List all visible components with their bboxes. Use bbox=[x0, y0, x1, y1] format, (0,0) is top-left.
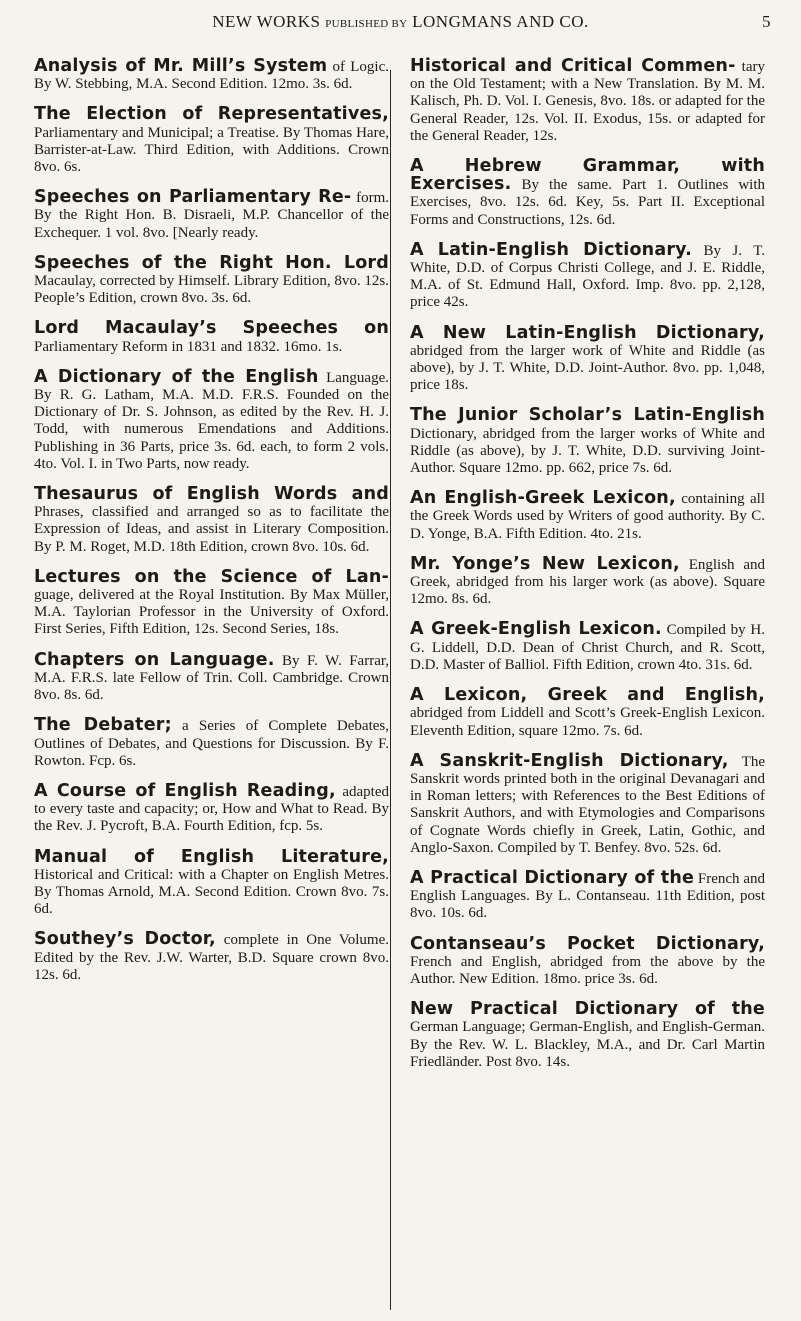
book-title: The Election of Representatives, bbox=[34, 104, 389, 125]
book-entry bbox=[34, 366, 389, 473]
book-entry bbox=[34, 566, 389, 639]
book-title: Manual of English Literature, bbox=[34, 846, 389, 867]
book-title: A Dictionary of the English bbox=[34, 366, 319, 387]
running-header bbox=[30, 12, 771, 38]
header-part3: LONGMANS AND CO. bbox=[412, 12, 589, 31]
header-part2: PUBLISHED BY bbox=[325, 18, 408, 30]
book-description: Language. By R. G. Latham, M.A. M.D. F.R.S. Founded on the Dictionary of Dr. S. Johnson, as edited by the Rev. H. J. Todd, with numerous Emendations and Additions. Publishing in 36 Parts, price 3s. 6d. each, to form 2 vols. 4to. Vol. I. in Two Parts, now ready. bbox=[34, 369, 389, 472]
book-title: A Hebrew Grammar, with Exercises. bbox=[410, 156, 765, 195]
book-entry bbox=[410, 158, 765, 229]
book-description: Phrases, classified and arranged so as to facilitate the Expression of Ideas, and assist in Literary Composition. By P. M. Roget, M.D. 18th Edition, crown 8vo. 10s. 6d. bbox=[34, 504, 389, 555]
book-title: A Greek-English Lexicon. bbox=[410, 619, 662, 640]
book-entry bbox=[410, 621, 765, 674]
book-description: guage, delivered at the Royal Institution. By Max Müller, M.A. Taylorian Professor in the University of Oxford. First Series, Fifth Edition, 12s. Second Series, 18s. bbox=[34, 587, 389, 638]
book-entry bbox=[410, 58, 765, 145]
page-number: 5 bbox=[762, 12, 771, 31]
book-entry bbox=[34, 189, 389, 242]
book-description: Historical and Critical: with a Chapter on English Metres. By Thomas Arnold, M.A. Second Edition. Crown 8vo. 7s. 6d. bbox=[34, 866, 389, 918]
book-description: English and Greek, abridged from his larger work (as above). Square 12mo. 8s. 6d. bbox=[410, 556, 765, 608]
book-title: A Practical Dictionary of the bbox=[410, 867, 695, 888]
book-description: containing all the Greek Words used by Writers of good authority. By C. D. Yonge, B.A. Fifth Edition. 4to. 21s. bbox=[410, 491, 765, 542]
book-entry bbox=[410, 687, 765, 740]
book-entry bbox=[34, 717, 389, 770]
book-title: Analysis of Mr. Mill’s System bbox=[34, 56, 328, 76]
book-title: A Sanskrit-English Dictionary, bbox=[410, 750, 729, 771]
book-title: Mr. Yonge’s New Lexicon, bbox=[410, 553, 680, 574]
book-entry bbox=[34, 252, 389, 308]
book-description: By J. T. White, D.D. of Corpus Christi College, and J. E. Riddle, M.A. of St. Edmund Hall, Oxford. Imp. 8vo. pp. 2,128, price 42s. bbox=[410, 242, 766, 311]
book-title: Lord Macaulay’s Speeches on bbox=[34, 318, 389, 339]
book-title: Speeches on Parliamentary Re- bbox=[34, 187, 352, 208]
book-title: Southey’s Doctor, bbox=[34, 929, 216, 950]
book-description: form. By the Right Hon. B. Disraeli, M.P. Chancellor of the Exchequer. 1 vol. 8vo. [Nearly ready. bbox=[34, 190, 389, 241]
book-description: Dictionary, abridged from the larger works of White and Riddle (as above), by J. T. White, D.D. surviving Joint-Author. Square 12mo. pp. 662, price 7s. 6d. bbox=[410, 425, 765, 477]
book-description: complete in One Volume. Edited by the Rev. J.W. Warter, B.D. Square crown 8vo. 12s. 6d. bbox=[34, 932, 389, 983]
book-entry bbox=[410, 407, 765, 477]
book-description: French and English Languages. By L. Contanseau. 11th Edition, post 8vo. 10s. 6d. bbox=[410, 870, 765, 922]
book-description: By the same. Part 1. Outlines with Exercises, 8vo. 12s. 6d. Key, 5s. Part II. Exceptional Forms and Constructions, 12s. 6d. bbox=[410, 177, 765, 228]
book-title: A Latin-English Dictionary. bbox=[410, 239, 693, 260]
book-description: Macaulay, corrected by Himself. Library Edition, 8vo. 12s. People’s Edition, crown 8vo. 3s. 6d. bbox=[34, 273, 389, 307]
right-column bbox=[410, 58, 765, 1084]
book-title: Historical and Critical Commen- bbox=[410, 56, 736, 76]
book-entry bbox=[410, 867, 765, 923]
book-title: Lectures on the Science of Lan- bbox=[34, 566, 389, 587]
book-entry bbox=[410, 490, 765, 543]
book-description: The Sanskrit words printed both in the original Devanagari and in Roman letters; with References to the Best Editions of Sanskrit Authors, and with Etymologies and Comparisons of Cognate Words chiefly in Greek, Latin, Gothic, and Anglo-Saxon. Compiled by T. Benfey. 8vo. 52s. 6d. bbox=[410, 753, 765, 856]
book-entry bbox=[34, 320, 389, 355]
book-title: The Junior Scholar’s Latin-English bbox=[410, 405, 765, 426]
book-description: of Logic. By W. Stebbing, M.A. Second Edition. 12mo. 3s. 6d. bbox=[34, 59, 389, 93]
header-part1: NEW WORKS bbox=[212, 12, 321, 31]
book-entry bbox=[34, 106, 389, 176]
book-entry bbox=[410, 1001, 765, 1071]
book-entry bbox=[410, 933, 765, 989]
left-column bbox=[34, 58, 389, 997]
book-title: A Course of English Reading, bbox=[34, 780, 336, 801]
book-description: By F. W. Farrar, M.A. F.R.S. late Fellow of Trin. Coll. Cambridge. Crown 8vo. 8s. 6d. bbox=[34, 652, 389, 704]
book-description: adapted to every taste and capacity; or, How and What to Read. By the Rev. J. Pycroft, B.A. Fourth Edition, fcp. 5s. bbox=[34, 783, 390, 835]
book-title: The Debater; bbox=[34, 715, 172, 736]
book-title: A Lexicon, Greek and English, bbox=[410, 685, 765, 706]
book-entry bbox=[34, 780, 390, 836]
book-title: An English-Greek Lexicon, bbox=[410, 488, 676, 509]
book-entry bbox=[34, 846, 389, 919]
book-description: French and English, abridged from the above by the Author. New Edition. 18mo. price 3s. 6d. bbox=[410, 953, 765, 987]
book-entry bbox=[410, 322, 765, 395]
book-description: a Series of Complete Debates, Outlines of Debates, and Questions for Discussion. By F. Rowton. Fcp. 6s. bbox=[34, 718, 389, 769]
column-divider bbox=[390, 70, 391, 1310]
header-title bbox=[30, 12, 771, 32]
book-title: Thesaurus of English Words and bbox=[34, 484, 389, 505]
book-description: tary on the Old Testament; with a New Translation. By M. M. Kalisch, Ph. D. Vol. I. Genesis, 8vo. 18s. or adapted for the General Reader, 12s. Vol. II. Exodus, 15s. or adapted for the General Reader, 12s. bbox=[410, 59, 765, 144]
book-description: abridged from the larger work of White and Riddle (as above), by J. T. White, D.D. Joint-Author. 8vo. pp. 1,048, price 18s. bbox=[410, 342, 765, 394]
book-title: Contanseau’s Pocket Dictionary, bbox=[410, 933, 765, 954]
book-entry bbox=[34, 931, 389, 984]
book-description: German Language; German-English, and English-German. By the Rev. W. L. Blackley, M.A., and Dr. Carl Martin Friedländer. Post 8vo. 14s. bbox=[410, 1019, 765, 1070]
book-title: A New Latin-English Dictionary, bbox=[410, 322, 765, 343]
book-entry bbox=[410, 239, 766, 312]
book-entry bbox=[34, 649, 389, 705]
book-entry bbox=[410, 553, 765, 609]
book-entry bbox=[34, 58, 389, 93]
book-entry bbox=[410, 750, 765, 857]
book-description: Parliamentary Reform in 1831 and 1832. 16mo. 1s. bbox=[34, 338, 343, 355]
book-description: Compiled by H. G. Liddell, D.D. Dean of Christ Church, and R. Scott, D.D. Master of Balliol. Fifth Edition, crown 4to. 31s. 6d. bbox=[410, 622, 765, 673]
book-title: New Practical Dictionary of the bbox=[410, 999, 765, 1020]
book-description: abridged from Liddell and Scott’s Greek-English Lexicon. Eleventh Edition, square 12mo. 7s. 6d. bbox=[410, 705, 765, 739]
book-entry bbox=[34, 486, 389, 556]
book-title: Chapters on Language. bbox=[34, 649, 275, 670]
book-title: Speeches of the Right Hon. Lord bbox=[34, 252, 389, 273]
book-description: Parliamentary and Municipal; a Treatise. By Thomas Hare, Barrister-at-Law. Third Edition, with Additions. Crown 8vo. 6s. bbox=[34, 124, 389, 176]
